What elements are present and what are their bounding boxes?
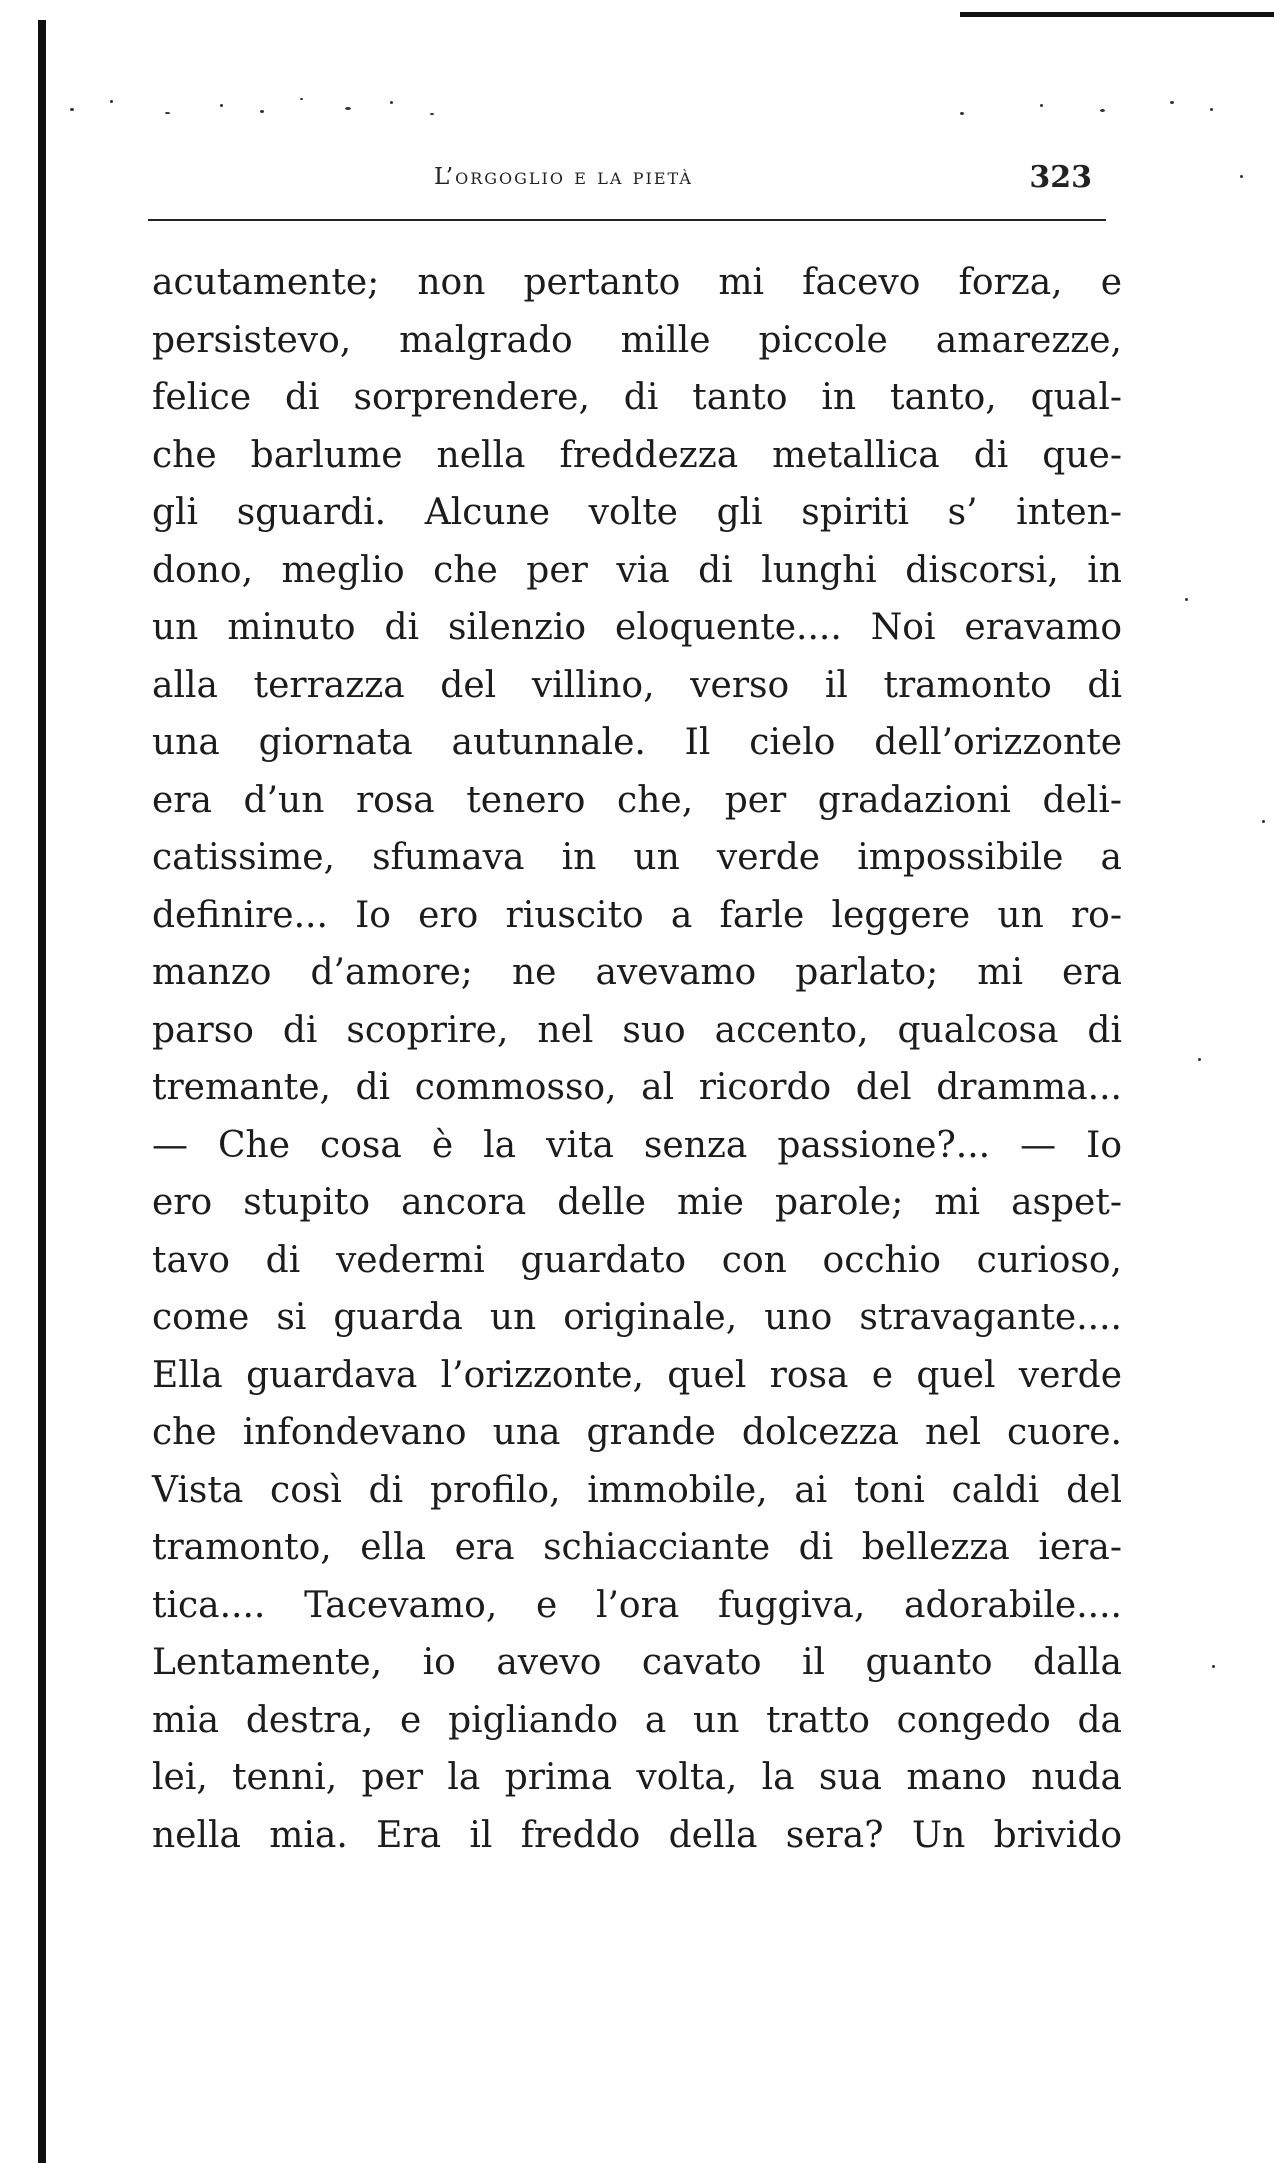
text-line: Vista così di profilo, immobile, ai toni caldi del — [152, 1469, 1122, 1511]
text-line: nella mia. Era il freddo della sera? Un brivido — [152, 1814, 1122, 1856]
text-line: era d’un rosa tenero che, per gradazioni deli- — [152, 779, 1122, 821]
text-line: tavo di vedermi guardato con occhio curioso, — [152, 1239, 1122, 1281]
text-line: che infondevano una grande dolcezza nel cuore. — [152, 1412, 1122, 1453]
text-line: un minuto di silenzio eloquente.... Noi eravamo — [152, 607, 1122, 648]
page-binding-edge — [38, 20, 46, 2163]
text-line: definire... Io ero riuscito a farle leggere un ro- — [152, 894, 1122, 936]
text-line: catissime, sfumava in un verde impossibile a — [152, 837, 1122, 878]
text-line: acutamente; non pertanto mi facevo forza, e — [152, 262, 1122, 303]
running-head — [150, 160, 1140, 210]
text-line: ero stupito ancora delle mie parole; mi aspet- — [152, 1182, 1122, 1223]
text-line: manzo d’amore; ne avevamo parlato; mi era — [152, 952, 1122, 993]
text-line: tica.... Tacevamo, e l’ora fuggiva, adorabile.... — [152, 1584, 1122, 1626]
text-line: dono, meglio che per via di lunghi discorsi, in — [152, 549, 1122, 591]
text-line: Ella guardava l’orizzonte, quel rosa e quel verde — [152, 1354, 1122, 1396]
text-line: tramonto, ella era schiacciante di bellezza iera- — [152, 1527, 1122, 1568]
text-line: Lentamente, io avevo cavato il guanto dalla — [152, 1642, 1122, 1683]
text-line: una giornata autunnale. Il cielo dell’orizzonte — [152, 722, 1122, 763]
text-line: — Che cosa è la vita senza passione?... — Io — [152, 1124, 1122, 1166]
text-line: persistevo, malgrado mille piccole amarezze, — [152, 319, 1122, 361]
text-line: lei, tenni, per la prima volta, la sua mano nuda — [152, 1757, 1122, 1798]
text-line: che barlume nella freddezza metallica di que- — [152, 434, 1122, 476]
running-title: L’orgoglio e la pietà — [434, 164, 693, 190]
text-line: alla terrazza del villino, verso il tramonto di — [152, 664, 1122, 706]
body-text — [152, 254, 1122, 1864]
text-line: mia destra, e pigliando a un tratto congedo da — [152, 1699, 1122, 1741]
text-line: tremante, di commosso, al ricordo del dramma... — [152, 1067, 1122, 1108]
page-top-edge — [960, 12, 1274, 17]
text-line: gli sguardi. Alcune volte gli spiriti s’ inten- — [152, 492, 1122, 533]
page-number: 323 — [1029, 160, 1092, 195]
header-rule — [148, 219, 1106, 221]
text-line: parso di scoprire, nel suo accento, qualcosa di — [152, 1009, 1122, 1051]
text-line: felice di sorprendere, di tanto in tanto, qual- — [152, 377, 1122, 418]
text-line: come si guarda un originale, uno stravagante.... — [152, 1297, 1122, 1338]
